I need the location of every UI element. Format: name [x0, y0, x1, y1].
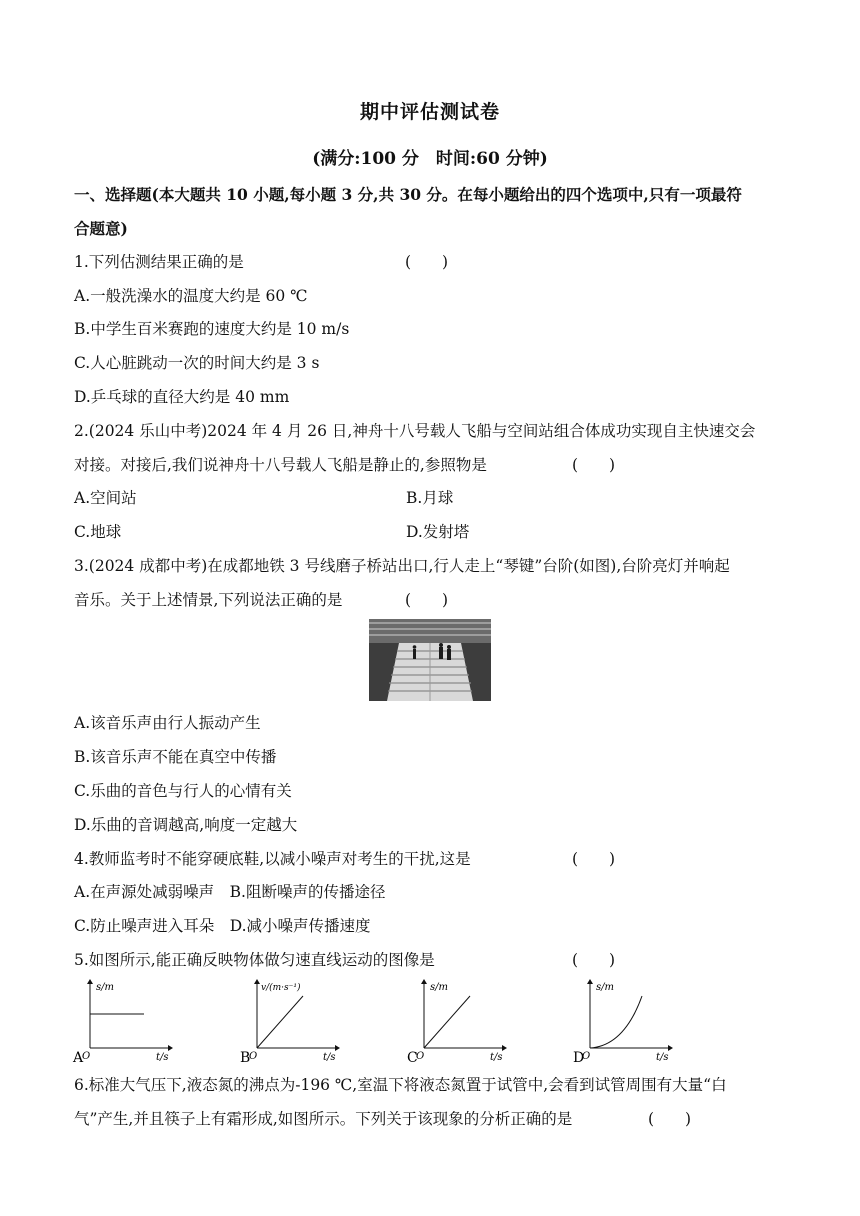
q5-graph-b-option: B [240, 1050, 251, 1066]
q3-answer-paren: ( ) [405, 591, 449, 609]
q5-graph-a [72, 978, 182, 1066]
q5-graph-b-ylabel: v/(m·s⁻¹) [261, 983, 301, 993]
q5-stem: 5.如图所示,能正确反映物体做匀速直线运动的图像是 [74, 951, 435, 969]
q1-option-a: A.一般洗澡水的温度大约是 60 ℃ [74, 287, 308, 305]
q1-stem: 1.下列估测结果正确的是 [74, 253, 244, 271]
q2-stem-line2: 对接。对接后,我们说神舟十八号载人飞船是静止的,参照物是 [74, 456, 487, 474]
q4-options-cd: C.防止噪声进入耳朵 D.减小噪声传播速度 [74, 917, 371, 935]
q2-stem-line1: 2.(2024 乐山中考)2024 年 4 月 26 日,神舟十八号载人飞船与空间站组合体成功实现自主快速交会 [74, 422, 756, 440]
q6-stem-line2: 气”产生,并且筷子上有霜形成,如图所示。下列关于该现象的分析正确的是 [74, 1110, 573, 1128]
q3-option-c: C.乐曲的音色与行人的心情有关 [74, 782, 292, 800]
q4-options-ab: A.在声源处减弱噪声 B.阻断噪声的传播途径 [74, 883, 386, 901]
q3-stem-line2: 音乐。关于上述情景,下列说法正确的是 [74, 591, 343, 609]
q2-answer-paren: ( ) [572, 456, 616, 474]
q5-graph-a-ylabel: s/m [96, 982, 114, 993]
q1-answer-paren: ( ) [405, 253, 449, 271]
q3-option-b: B.该音乐声不能在真空中传播 [74, 748, 277, 766]
page-title: 期中评估测试卷 [359, 101, 500, 123]
q3-stem-line1: 3.(2024 成都中考)在成都地铁 3 号线磨子桥站出口,行人走上“琴键”台阶(如图),台阶亮灯并响起 [74, 557, 730, 575]
q5-graph-d [572, 978, 682, 1066]
q6-stem-line1: 6.标准大气压下,液态氮的沸点为-196 ℃,室温下将液态氮置于试管中,会看到试管周围有大量“白 [74, 1076, 727, 1094]
q5-graph-d-option: D [573, 1050, 585, 1066]
q2-option-d: D.发射塔 [406, 523, 470, 541]
q1-option-c: C.人心脏跳动一次的时间大约是 3 s [74, 354, 320, 372]
q2-option-c: C.地球 [74, 523, 122, 541]
q2-option-a: A.空间站 [74, 489, 137, 507]
q5-answer-paren: ( ) [572, 951, 616, 969]
q1-option-d: D.乒乓球的直径大约是 40 mm [74, 388, 290, 406]
q5-graph-c [406, 978, 516, 1066]
section-heading-line2: 合题意) [74, 219, 128, 238]
q5-graph-d-ylabel: s/m [596, 982, 614, 993]
q3-option-d: D.乐曲的音调越高,响度一定越大 [74, 816, 298, 834]
q5-graph-a-xlabel: t/s [156, 1052, 169, 1063]
q4-stem: 4.教师监考时不能穿硬底鞋,以减小噪声对考生的干扰,这是 [74, 850, 471, 868]
q5-graph-b [239, 978, 349, 1066]
q6-answer-paren: ( ) [648, 1110, 692, 1128]
q3-option-a: A.该音乐声由行人振动产生 [74, 714, 261, 732]
q5-graph-c-ylabel: s/m [430, 982, 448, 993]
q5-graph-c-xlabel: t/s [490, 1052, 503, 1063]
q5-graph-a-option: A [73, 1050, 84, 1066]
q2-option-b: B.月球 [406, 489, 454, 507]
q3-stairs-photo [369, 619, 491, 701]
q1-option-b: B.中学生百米赛跑的速度大约是 10 m/s [74, 320, 350, 338]
q5-graph-b-origin: O [249, 1051, 258, 1062]
q4-answer-paren: ( ) [572, 850, 616, 868]
q5-graph-b-xlabel: t/s [323, 1052, 336, 1063]
q5-graph-c-option: C [407, 1050, 418, 1066]
q5-graph-c-origin: O [416, 1051, 425, 1062]
page-subtitle: (满分:100 分 时间:60 分钟) [312, 149, 548, 169]
q5-graph-d-xlabel: t/s [656, 1052, 669, 1063]
q5-graph-a-origin: O [82, 1051, 91, 1062]
section-heading-line1: 一、选择题(本大题共 10 小题,每小题 3 分,共 30 分。在每小题给出的四个选项中,只有一项最符 [74, 185, 742, 204]
q5-graph-d-origin: O [582, 1051, 591, 1062]
